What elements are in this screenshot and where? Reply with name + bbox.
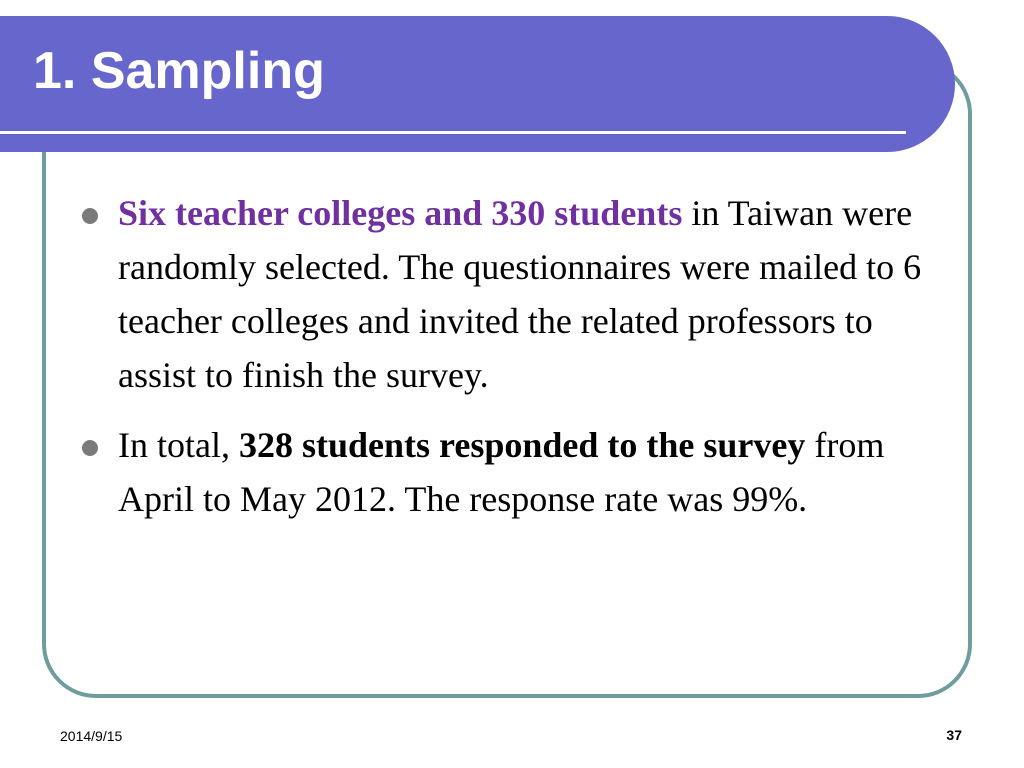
title-underline [0,131,906,134]
bullet-item-sampling [82,186,942,402]
bullet-list [82,186,942,542]
bullet-text [118,186,942,402]
page-number: 37 [946,727,962,743]
bullet-emphasis: 328 students responded to the survey [238,425,806,465]
bullet-item-response [82,418,942,526]
bullet-dot-icon [82,440,98,456]
bullet-body: from April to May 2012. The response rate was 99%. [118,425,885,519]
bullet-body: In total, [118,425,239,465]
footer-date: 2014/9/15 [60,728,123,744]
bullet-emphasis: Six teacher colleges and 330 students [118,193,683,233]
bullet-dot-icon [82,208,98,224]
bullet-text [118,418,942,526]
slide-title: 1. Sampling [33,42,325,100]
bullet-body: in Taiwan were randomly selected. The questionnaires were mailed to 6 teacher colleges and invited the related professors to assist to finish the survey. [118,193,922,395]
